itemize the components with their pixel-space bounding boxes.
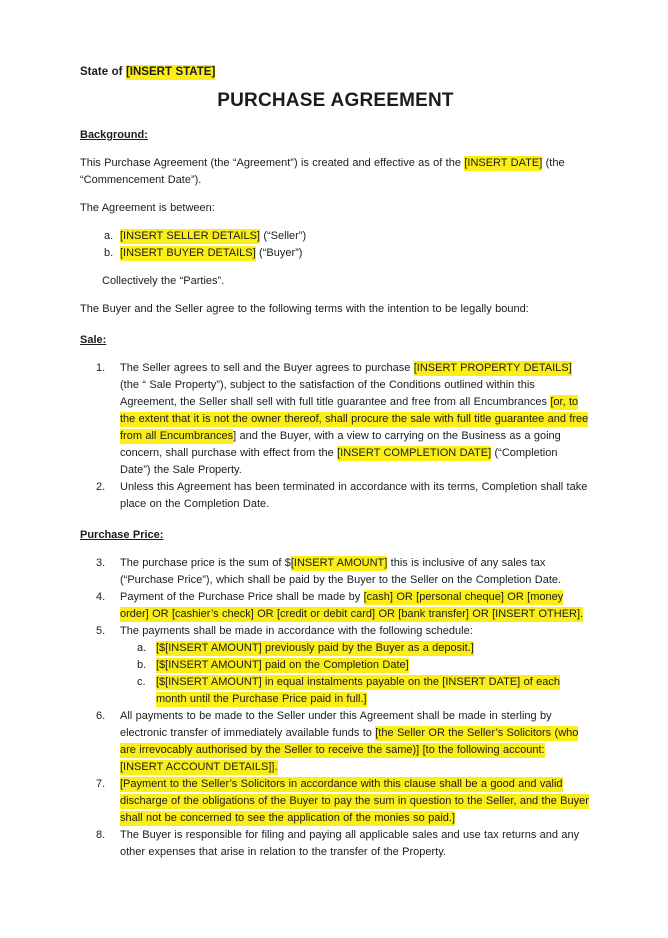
- list-marker: b.: [104, 247, 114, 259]
- placeholder-highlight: [$[INSERT AMOUNT] paid on the Completion Date]: [156, 659, 409, 671]
- document-body: [80, 64, 591, 861]
- clause-5c: [80, 674, 591, 708]
- text-run: (the “ Sale Property”), subject to the satisfaction of the Conditions outlined within this Agreement, the Seller shall sell with full title guarantee and free from all Encumbrances: [120, 379, 551, 408]
- placeholder-highlight: [the Seller OR the Seller’s Solicitors (who are irrevocably authorised by the Seller to receive the same)] [to the following account: [INSERT ACCOUNT DETAILS]].: [120, 727, 579, 773]
- list-marker: 3.: [96, 557, 106, 569]
- document-title: PURCHASE AGREEMENT: [217, 90, 454, 111]
- placeholder-highlight: [INSERT SELLER DETAILS]: [120, 230, 260, 242]
- list-marker: 7.: [96, 778, 106, 790]
- block-content: [120, 246, 302, 261]
- placeholder-highlight: [$[INSERT AMOUNT] in equal instalments payable on the [INSERT DATE] of each month until the Purchase Price paid in full.]: [156, 676, 560, 705]
- clause-5a: [80, 640, 591, 657]
- block-content: [120, 777, 589, 826]
- list-marker: 8.: [96, 829, 106, 841]
- placeholder-highlight: [or, to the extent that it is not the owner thereof, shall procure the sale with full title guarantee and free from all Encumbrances: [120, 396, 589, 442]
- text-run: The Agreement is between:: [80, 202, 215, 214]
- block-content: [156, 675, 560, 707]
- block-content: [120, 361, 588, 476]
- block-content: [80, 303, 529, 315]
- placeholder-highlight: [INSERT DATE]: [464, 157, 543, 169]
- text-run: (the “Commencement Date”).: [80, 157, 565, 186]
- clause-2: [80, 479, 591, 513]
- text-run: (“Completion Date”) the Sale Property.: [120, 447, 558, 476]
- text-run: this is inclusive of any sales tax (“Purchase Price”), which shall be paid by the Buyer to the Seller on the Completion Date.: [120, 557, 562, 586]
- placeholder-highlight: [$[INSERT AMOUNT] previously paid by the Buyer as a deposit.]: [156, 642, 474, 654]
- block-content: [80, 65, 215, 80]
- block-content: [156, 658, 409, 673]
- clause-1: [80, 360, 591, 479]
- heading-purchase-price: Purchase Price:: [80, 529, 164, 541]
- clause-6: [80, 708, 591, 776]
- text-run: Payment of the Purchase Price shall be made by: [120, 591, 364, 603]
- block-content: [120, 481, 587, 510]
- text-run: The payments shall be made in accordance with the following schedule:: [120, 625, 473, 637]
- list-marker: a.: [104, 230, 114, 242]
- clause-7: [80, 776, 591, 827]
- list-marker: 1.: [96, 362, 106, 374]
- placeholder-highlight: [INSERT BUYER DETAILS]: [120, 247, 256, 259]
- placeholder-highlight: [cash] OR [personal cheque] OR [money order] OR [cashier’s check] OR [credit or debit card] OR [bank transfer] OR [INSERT OTHER].: [120, 591, 584, 620]
- placeholder-highlight: [INSERT STATE]: [125, 66, 216, 78]
- list-marker: a.: [137, 642, 147, 654]
- text-run: Unless this Agreement has been terminated in accordance with its terms, Completion shall take place on the Completion Date.: [120, 481, 588, 510]
- block-content: [102, 275, 224, 287]
- placeholder-highlight: [INSERT AMOUNT]: [290, 557, 388, 569]
- clause-5b: [80, 657, 591, 674]
- text-run: The Seller agrees to sell and the Buyer agrees to purchase: [120, 362, 414, 374]
- placeholder-highlight: [INSERT PROPERTY DETAILS]: [413, 362, 572, 374]
- block-content: [156, 641, 474, 656]
- list-marker: c.: [137, 676, 146, 688]
- clause-8: [80, 827, 591, 861]
- block-content: [120, 710, 578, 775]
- state-line: [80, 64, 591, 81]
- block-content: [120, 229, 306, 244]
- block-content: [80, 156, 565, 186]
- clause-3: [80, 555, 591, 589]
- text-run: Collectively the “Parties”.: [102, 275, 225, 287]
- party-buyer: [80, 245, 591, 262]
- list-marker: 6.: [96, 710, 106, 722]
- placeholder-highlight: [Payment to the Seller’s Solicitors in accordance with this clause shall be a good and valid discharge of the obligations of the Buyer to pay the sum in question to the Seller, and the Buyer shall not be concerned to see the application of the monies so paid.]: [120, 778, 589, 824]
- text-run: (“Buyer”): [255, 247, 303, 259]
- para-between: [80, 200, 591, 217]
- block-content: [120, 829, 579, 858]
- text-run: The Buyer and the Seller agree to the following terms with the intention to be legally bound:: [80, 303, 529, 315]
- para-commencement: [80, 155, 591, 189]
- para-collectively: [80, 273, 591, 290]
- heading-sale: Sale:: [80, 334, 107, 346]
- list-marker: 2.: [96, 481, 106, 493]
- list-marker: 5.: [96, 625, 106, 637]
- list-marker: 4.: [96, 591, 106, 603]
- clause-5: [80, 623, 591, 640]
- text-run: The Buyer is responsible for filing and paying all applicable sales and use tax returns and any other expenses that arise in relation to the transfer of the Property.: [120, 829, 580, 858]
- block-content: [80, 202, 215, 214]
- heading-background: Background:: [80, 129, 148, 141]
- block-content: [120, 556, 561, 586]
- text-run: The purchase price is the sum of $: [120, 557, 291, 569]
- list-marker: b.: [137, 659, 147, 671]
- text-run: All payments to be made to the Seller under this Agreement shall be made in sterling by electronic transfer of immediately available funds to: [120, 710, 552, 739]
- text-run: State of: [80, 66, 126, 78]
- placeholder-highlight: [INSERT COMPLETION DATE]: [337, 447, 492, 459]
- text-run: ] and the Buyer, with a view to carrying on the Business as a going concern, shall purchase with effect from the: [120, 430, 561, 459]
- para-legally-bound: [80, 301, 591, 318]
- text-run: (“Seller”): [260, 230, 307, 242]
- block-content: [120, 590, 583, 622]
- party-seller: [80, 228, 591, 245]
- block-content: [120, 625, 473, 637]
- clause-4: [80, 589, 591, 623]
- text-run: This Purchase Agreement (the “Agreement”) is created and effective as of the: [80, 157, 465, 169]
